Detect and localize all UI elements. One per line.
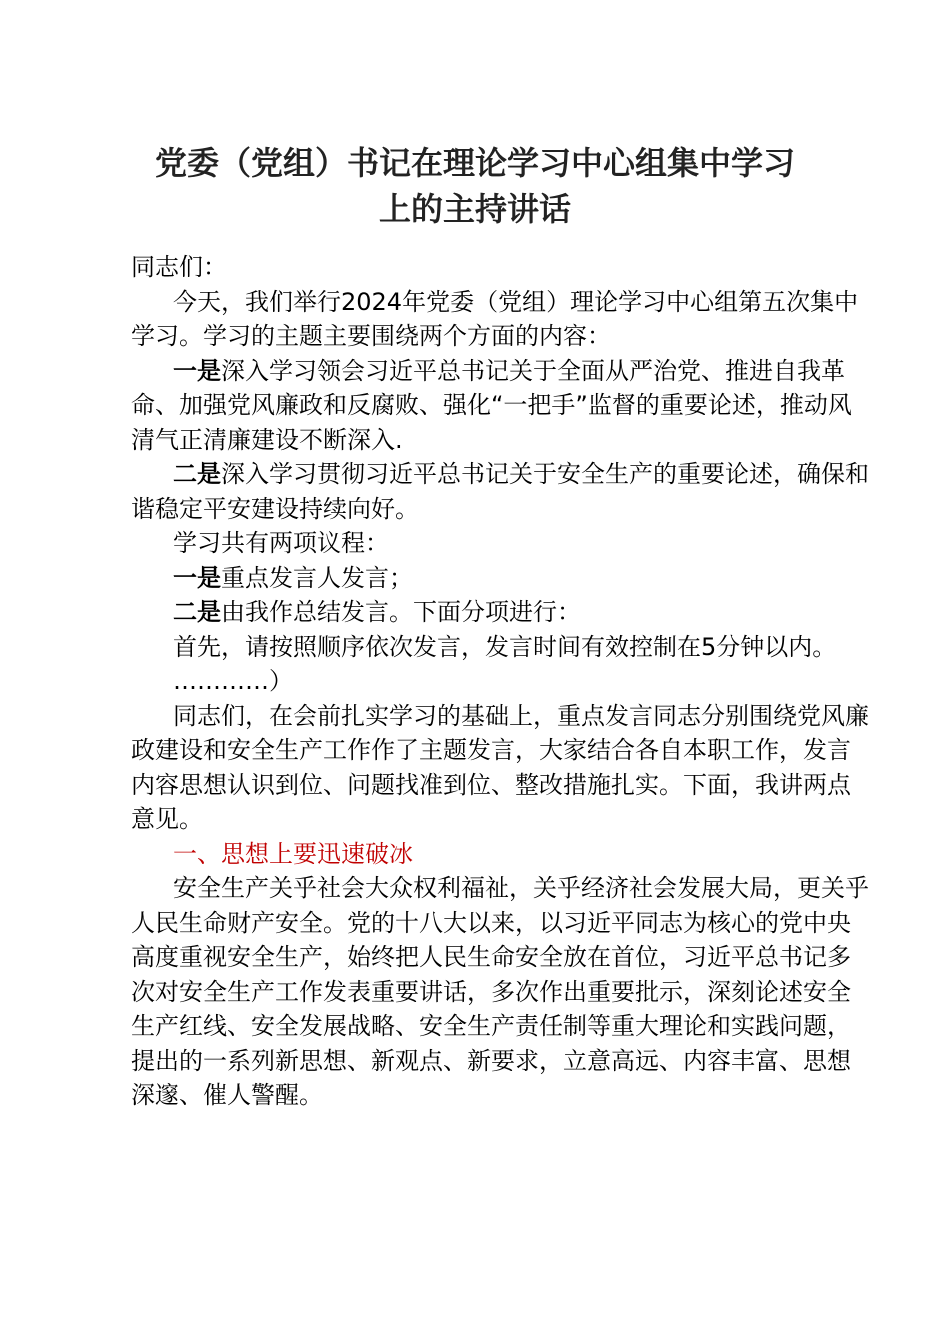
paragraph-summary: 同志们，在会前扎实学习的基础上，重点发言同志分别围绕党风廉政建设和安全生产工作作了主题发言，大家结合各自本职工作，发言内容思想认识到位、问题找准到位、整改措施扎实。下面，我讲两点意见。	[131, 701, 869, 833]
paragraph-agenda-2	[131, 595, 869, 630]
topic-1-text: 深入学习领会习近平总书记关于全面从严治党、推进自我革命、加强党风廉政和反腐败、强化“一把手”监督的重要论述，推动风清气正清廉建设不断深入.	[131, 356, 852, 454]
topic-2-lead: 二是	[173, 460, 221, 488]
document-body	[131, 250, 869, 1113]
section-heading-1: 一、思想上要迅速破冰	[173, 839, 413, 868]
paragraph-topic-1	[131, 354, 869, 458]
title-line-1: 党委（党组）书记在理论学习中心组集中学习	[154, 144, 795, 182]
paragraph-topic-2	[131, 457, 869, 526]
agenda-1-lead: 一是	[173, 563, 221, 592]
title-line-2: 上的主持讲话	[378, 190, 571, 228]
agenda-2-lead: 二是	[173, 598, 221, 626]
paragraph-agenda-1	[131, 561, 869, 596]
paragraph-agenda: 学习共有两项议程：	[173, 529, 389, 557]
document-title	[110, 140, 840, 232]
agenda-1-text: 重点发言人发言；	[221, 563, 413, 592]
paragraph-ellipsis: …………）	[173, 667, 293, 695]
paragraph-safety: 安全生产关乎社会大众权利福祉，关乎经济社会发展大局，更关乎人民生命财产安全。党的十八大以来，以习近平同志为核心的党中央高度重视安全生产，始终把人民生命安全放在首位，习近平总书记多次对安全生产工作发表重要讲话，多次作出重要批示，深刻论述安全生产红线、安全发展战略、安全生产责任制等重大理论和实践问题，提出的一系列新思想、新观点、新要求，立意高远、内容丰富、思想深邃、催人警醒。	[131, 874, 869, 1109]
paragraph-intro: 今天，我们举行2024年党委（党组）理论学习中心组第五次集中学习。学习的主题主要围绕两个方面的内容：	[131, 287, 859, 350]
greeting: 同志们：	[131, 253, 227, 281]
topic-2-text: 深入学习贯彻习近平总书记关于安全生产的重要论述，确保和谐稳定平安建设持续向好。	[131, 460, 869, 523]
agenda-2-text: 由我作总结发言。下面分项进行：	[221, 598, 581, 626]
paragraph-first: 首先，请按照顺序依次发言，发言时间有效控制在5分钟以内。	[173, 632, 837, 661]
topic-1-lead: 一是	[173, 356, 221, 385]
